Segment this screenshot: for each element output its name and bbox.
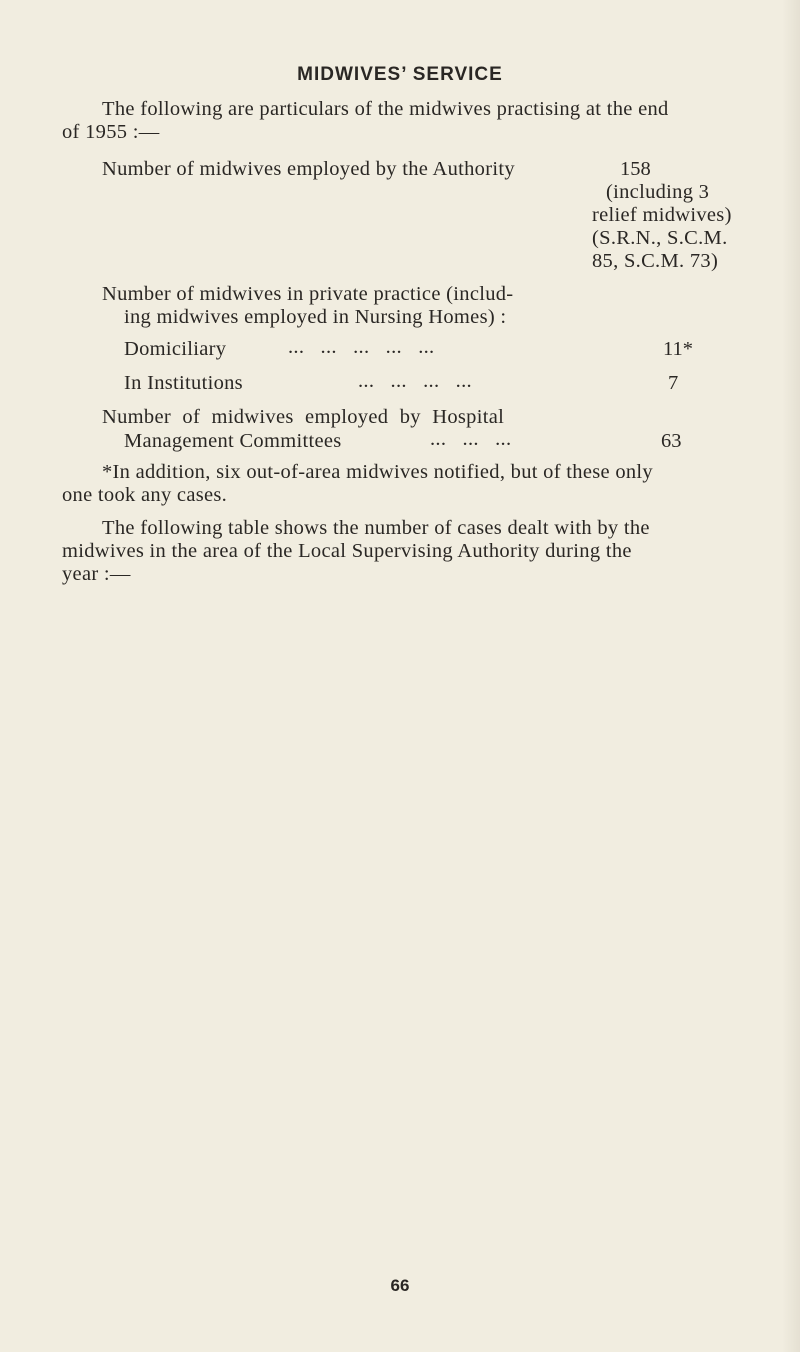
intro-line-1: The following are particulars of the midwives practising at the end <box>102 98 669 120</box>
closing-line-3: year :— <box>62 563 131 585</box>
authority-note-4: 85, S.C.M. 73) <box>592 250 719 272</box>
intro-paragraph <box>62 98 762 144</box>
authority-note-3: (S.R.N., S.C.M. <box>592 227 728 249</box>
private-label-line-1: Number of midwives in private practice (includ- <box>102 283 514 305</box>
closing-line-2: midwives in the area of the Local Supervising Authority during the <box>62 540 632 562</box>
hospital-label-line-1: Number of midwives employed by Hospital <box>102 406 505 428</box>
footnote-line-1: *In addition, six out-of-area midwives notified, but of these only <box>102 461 653 483</box>
domiciliary-leader: ... ... ... ... ... <box>288 336 435 358</box>
authority-note-2: relief midwives) <box>592 204 732 226</box>
domiciliary-label: Domiciliary <box>124 338 227 360</box>
page-title: MIDWIVES’ SERVICE <box>297 64 503 85</box>
page-edge-shadow <box>782 0 800 1352</box>
footnote-line-2: one took any cases. <box>62 484 228 506</box>
private-label-line-2: ing midwives employed in Nursing Homes) : <box>124 306 507 328</box>
closing-paragraph <box>62 517 762 586</box>
institutions-label: In Institutions <box>124 372 243 394</box>
authority-label: Number of midwives employed by the Authority <box>102 158 515 180</box>
closing-line-1: The following table shows the number of cases dealt with by the <box>102 517 650 539</box>
institutions-leader: ... ... ... ... <box>358 370 472 392</box>
authority-notes <box>592 181 732 273</box>
intro-line-2: of 1955 :— <box>62 121 160 143</box>
page-number: 66 <box>390 1276 410 1295</box>
institutions-value: 7 <box>668 372 679 394</box>
footnote-paragraph <box>62 461 762 507</box>
hospital-leader: ... ... ... <box>430 428 512 450</box>
hospital-label-line-2: Management Committees <box>124 430 342 452</box>
domiciliary-value: 11* <box>663 338 693 360</box>
authority-note-1: (including 3 <box>606 181 710 203</box>
hospital-value: 63 <box>661 430 682 452</box>
authority-value: 158 <box>620 158 651 180</box>
